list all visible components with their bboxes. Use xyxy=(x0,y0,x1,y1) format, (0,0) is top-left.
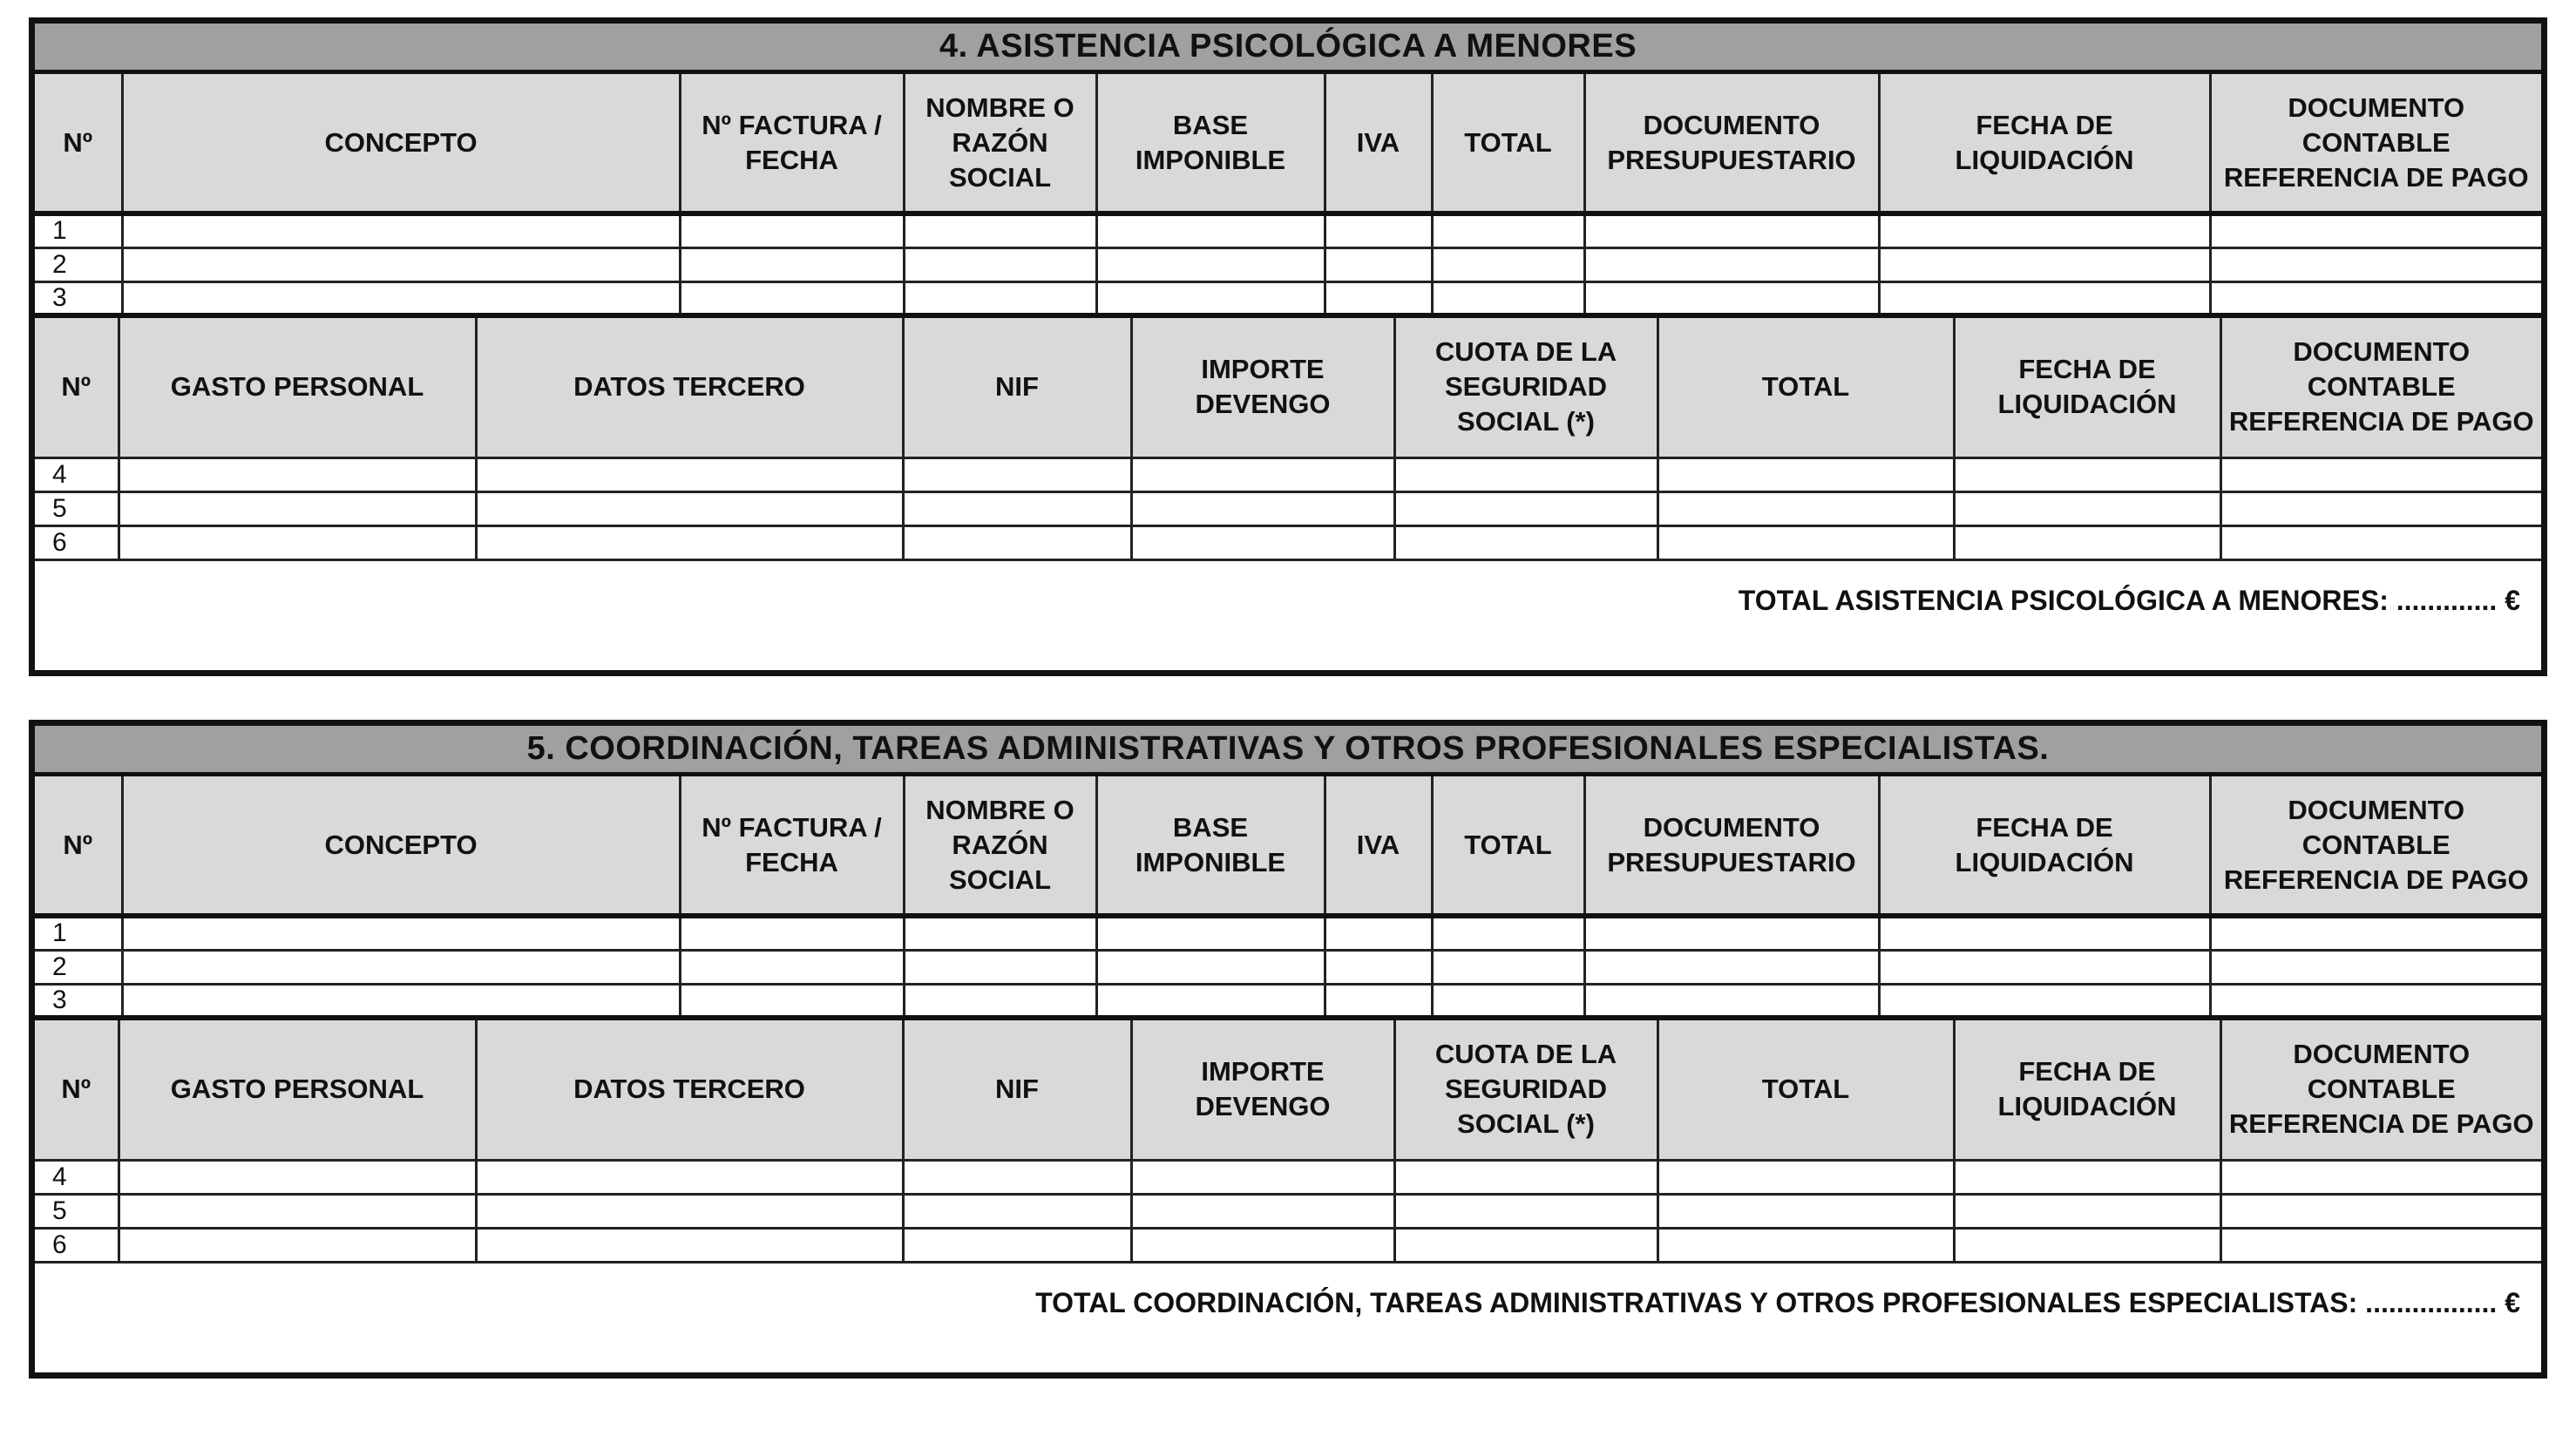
importe-devengo-field[interactable] xyxy=(1131,457,1394,491)
section-asistencia-psicologica xyxy=(29,17,2547,676)
factura-field[interactable] xyxy=(680,916,904,950)
header-cell: DOCUMENTO PRESUPUESTARIO xyxy=(1584,74,1879,213)
cuota-seguridad-social-field[interactable] xyxy=(1394,1228,1657,1262)
importe-devengo-field[interactable] xyxy=(1131,1194,1394,1228)
table-row xyxy=(35,281,2541,315)
concepto-field[interactable] xyxy=(122,213,680,247)
header-cell: IMPORTE DEVENGO xyxy=(1131,1020,1394,1160)
row-number: 6 xyxy=(35,1228,119,1262)
total-field[interactable] xyxy=(1657,525,1954,559)
table-row xyxy=(35,491,2541,525)
total-field[interactable] xyxy=(1432,916,1584,950)
documento-presupuestario-field[interactable] xyxy=(1584,950,1879,984)
fecha-liquidacion-field[interactable] xyxy=(1954,491,2220,525)
gasto-personal-field[interactable] xyxy=(119,457,476,491)
total-field[interactable] xyxy=(1432,213,1584,247)
section-title: 4. ASISTENCIA PSICOLÓGICA A MENORES xyxy=(35,24,2541,74)
iva-field[interactable] xyxy=(1325,281,1432,315)
section-coordinacion xyxy=(29,720,2547,1379)
iva-field[interactable] xyxy=(1325,213,1432,247)
header-cell: NIF xyxy=(903,1020,1131,1160)
row-number: 2 xyxy=(35,950,122,984)
table-row xyxy=(35,213,2541,247)
base-imponible-field[interactable] xyxy=(1096,247,1325,281)
concepto-field[interactable] xyxy=(122,916,680,950)
cuota-seguridad-social-field[interactable] xyxy=(1394,525,1657,559)
header-cell: FECHA DE LIQUIDACIÓN xyxy=(1954,1020,2220,1160)
invoice-table xyxy=(35,776,2541,1020)
factura-field[interactable] xyxy=(680,950,904,984)
header-cell: IMPORTE DEVENGO xyxy=(1131,318,1394,457)
fecha-liquidacion-field[interactable] xyxy=(1879,916,2210,950)
factura-field[interactable] xyxy=(680,247,904,281)
base-imponible-field[interactable] xyxy=(1096,213,1325,247)
header-cell: DATOS TERCERO xyxy=(476,1020,903,1160)
importe-devengo-field[interactable] xyxy=(1131,525,1394,559)
importe-devengo-field[interactable] xyxy=(1131,1228,1394,1262)
table-row xyxy=(35,1160,2541,1194)
table-row xyxy=(35,247,2541,281)
header-cell: TOTAL xyxy=(1657,1020,1954,1160)
gasto-personal-field[interactable] xyxy=(119,1228,476,1262)
header-cell: NOMBRE O RAZÓN SOCIAL xyxy=(904,74,1096,213)
table-row xyxy=(35,950,2541,984)
section-title: 5. COORDINACIÓN, TAREAS ADMINISTRATIVAS Y OTROS PROFESIONALES ESPECIALISTAS. xyxy=(35,726,2541,776)
datos-tercero-field[interactable] xyxy=(476,1228,903,1262)
section-total: TOTAL COORDINACIÓN, TAREAS ADMINISTRATIVAS Y OTROS PROFESIONALES ESPECIALISTAS: ................. € xyxy=(1035,1287,2520,1318)
fecha-liquidacion-field[interactable] xyxy=(1879,984,2210,1018)
nif-field[interactable] xyxy=(903,491,1131,525)
header-cell: Nº xyxy=(35,1020,119,1160)
fecha-liquidacion-field[interactable] xyxy=(1954,1194,2220,1228)
section-total: TOTAL ASISTENCIA PSICOLÓGICA A MENORES: ............. € xyxy=(1738,585,2520,616)
nif-field[interactable] xyxy=(903,525,1131,559)
documento-contable-field[interactable] xyxy=(2210,950,2541,984)
row-number: 4 xyxy=(35,457,119,491)
header-cell: GASTO PERSONAL xyxy=(119,318,476,457)
gasto-personal-field[interactable] xyxy=(119,1160,476,1194)
importe-devengo-field[interactable] xyxy=(1131,1160,1394,1194)
header-cell: BASE IMPONIBLE xyxy=(1096,776,1325,916)
personnel-table xyxy=(35,318,2541,561)
table-header-row xyxy=(35,74,2541,213)
documento-contable-field[interactable] xyxy=(2210,281,2541,315)
cuota-seguridad-social-field[interactable] xyxy=(1394,1160,1657,1194)
header-cell: DOCUMENTO CONTABLE REFERENCIA DE PAGO xyxy=(2220,1020,2541,1160)
razon-social-field[interactable] xyxy=(904,247,1096,281)
header-cell: TOTAL xyxy=(1657,318,1954,457)
header-cell: GASTO PERSONAL xyxy=(119,1020,476,1160)
header-cell: Nº xyxy=(35,74,122,213)
header-cell: Nº xyxy=(35,776,122,916)
header-cell: FECHA DE LIQUIDACIÓN xyxy=(1954,318,2220,457)
documento-presupuestario-field[interactable] xyxy=(1584,984,1879,1018)
gasto-personal-field[interactable] xyxy=(119,1194,476,1228)
header-cell: DOCUMENTO CONTABLE REFERENCIA DE PAGO xyxy=(2210,776,2541,916)
razon-social-field[interactable] xyxy=(904,281,1096,315)
header-cell: CONCEPTO xyxy=(122,74,680,213)
row-number: 3 xyxy=(35,281,122,315)
row-number: 5 xyxy=(35,491,119,525)
header-cell: BASE IMPONIBLE xyxy=(1096,74,1325,213)
header-cell: CUOTA DE LA SEGURIDAD SOCIAL (*) xyxy=(1394,1020,1657,1160)
cuota-seguridad-social-field[interactable] xyxy=(1394,491,1657,525)
personnel-table xyxy=(35,1020,2541,1263)
header-cell: DOCUMENTO CONTABLE REFERENCIA DE PAGO xyxy=(2210,74,2541,213)
table-row xyxy=(35,1228,2541,1262)
row-number: 1 xyxy=(35,916,122,950)
documento-presupuestario-field[interactable] xyxy=(1584,281,1879,315)
concepto-field[interactable] xyxy=(122,984,680,1018)
header-cell: DOCUMENTO PRESUPUESTARIO xyxy=(1584,776,1879,916)
gasto-personal-field[interactable] xyxy=(119,491,476,525)
concepto-field[interactable] xyxy=(122,247,680,281)
datos-tercero-field[interactable] xyxy=(476,457,903,491)
factura-field[interactable] xyxy=(680,281,904,315)
documento-contable-field[interactable] xyxy=(2210,984,2541,1018)
documento-contable-field[interactable] xyxy=(2210,916,2541,950)
razon-social-field[interactable] xyxy=(904,984,1096,1018)
total-field[interactable] xyxy=(1657,1160,1954,1194)
documento-contable-field[interactable] xyxy=(2220,1160,2541,1194)
total-field[interactable] xyxy=(1432,247,1584,281)
table-row xyxy=(35,984,2541,1018)
header-cell: NIF xyxy=(903,318,1131,457)
gasto-personal-field[interactable] xyxy=(119,525,476,559)
header-cell: Nº xyxy=(35,318,119,457)
header-cell: TOTAL xyxy=(1432,776,1584,916)
table-row xyxy=(35,916,2541,950)
base-imponible-field[interactable] xyxy=(1096,916,1325,950)
iva-field[interactable] xyxy=(1325,247,1432,281)
fecha-liquidacion-field[interactable] xyxy=(1954,1228,2220,1262)
fecha-liquidacion-field[interactable] xyxy=(1954,457,2220,491)
datos-tercero-field[interactable] xyxy=(476,1194,903,1228)
row-number: 5 xyxy=(35,1194,119,1228)
iva-field[interactable] xyxy=(1325,950,1432,984)
header-cell: DATOS TERCERO xyxy=(476,318,903,457)
table-header-row xyxy=(35,776,2541,916)
row-number: 6 xyxy=(35,525,119,559)
importe-devengo-field[interactable] xyxy=(1131,491,1394,525)
documento-contable-field[interactable] xyxy=(2210,213,2541,247)
documento-contable-field[interactable] xyxy=(2220,1228,2541,1262)
header-cell: NOMBRE O RAZÓN SOCIAL xyxy=(904,776,1096,916)
base-imponible-field[interactable] xyxy=(1096,984,1325,1018)
datos-tercero-field[interactable] xyxy=(476,491,903,525)
nif-field[interactable] xyxy=(903,1194,1131,1228)
datos-tercero-field[interactable] xyxy=(476,1160,903,1194)
total-field[interactable] xyxy=(1657,457,1954,491)
header-cell: IVA xyxy=(1325,776,1432,916)
invoice-table xyxy=(35,74,2541,318)
header-cell: Nº FACTURA / FECHA xyxy=(680,776,904,916)
total-field[interactable] xyxy=(1432,281,1584,315)
total-field[interactable] xyxy=(1432,984,1584,1018)
table-row xyxy=(35,525,2541,559)
header-cell: TOTAL xyxy=(1432,74,1584,213)
concepto-field[interactable] xyxy=(122,281,680,315)
nif-field[interactable] xyxy=(903,1160,1131,1194)
header-cell: Nº FACTURA / FECHA xyxy=(680,74,904,213)
razon-social-field[interactable] xyxy=(904,213,1096,247)
cuota-seguridad-social-field[interactable] xyxy=(1394,457,1657,491)
razon-social-field[interactable] xyxy=(904,950,1096,984)
fecha-liquidacion-field[interactable] xyxy=(1879,281,2210,315)
total-field[interactable] xyxy=(1657,1194,1954,1228)
iva-field[interactable] xyxy=(1325,984,1432,1018)
header-cell: CUOTA DE LA SEGURIDAD SOCIAL (*) xyxy=(1394,318,1657,457)
table-row xyxy=(35,457,2541,491)
header-cell: FECHA DE LIQUIDACIÓN xyxy=(1879,74,2210,213)
fecha-liquidacion-field[interactable] xyxy=(1954,525,2220,559)
fecha-liquidacion-field[interactable] xyxy=(1879,213,2210,247)
row-number: 1 xyxy=(35,213,122,247)
documento-contable-field[interactable] xyxy=(2220,525,2541,559)
total-field[interactable] xyxy=(1657,491,1954,525)
header-cell: FECHA DE LIQUIDACIÓN xyxy=(1879,776,2210,916)
total-field[interactable] xyxy=(1657,1228,1954,1262)
row-number: 3 xyxy=(35,984,122,1018)
base-imponible-field[interactable] xyxy=(1096,281,1325,315)
concepto-field[interactable] xyxy=(122,950,680,984)
row-number: 2 xyxy=(35,247,122,281)
razon-social-field[interactable] xyxy=(904,916,1096,950)
nif-field[interactable] xyxy=(903,1228,1131,1262)
nif-field[interactable] xyxy=(903,457,1131,491)
header-cell: CONCEPTO xyxy=(122,776,680,916)
base-imponible-field[interactable] xyxy=(1096,950,1325,984)
row-number: 4 xyxy=(35,1160,119,1194)
fecha-liquidacion-field[interactable] xyxy=(1954,1160,2220,1194)
documento-presupuestario-field[interactable] xyxy=(1584,916,1879,950)
iva-field[interactable] xyxy=(1325,916,1432,950)
header-cell: DOCUMENTO CONTABLE REFERENCIA DE PAGO xyxy=(2220,318,2541,457)
documento-contable-field[interactable] xyxy=(2220,457,2541,491)
factura-field[interactable] xyxy=(680,213,904,247)
fecha-liquidacion-field[interactable] xyxy=(1879,950,2210,984)
documento-contable-field[interactable] xyxy=(2220,1194,2541,1228)
table-header-row xyxy=(35,1020,2541,1160)
documento-contable-field[interactable] xyxy=(2220,491,2541,525)
cuota-seguridad-social-field[interactable] xyxy=(1394,1194,1657,1228)
factura-field[interactable] xyxy=(680,984,904,1018)
documento-contable-field[interactable] xyxy=(2210,247,2541,281)
documento-presupuestario-field[interactable] xyxy=(1584,247,1879,281)
header-cell: IVA xyxy=(1325,74,1432,213)
documento-presupuestario-field[interactable] xyxy=(1584,213,1879,247)
datos-tercero-field[interactable] xyxy=(476,525,903,559)
total-field[interactable] xyxy=(1432,950,1584,984)
table-row xyxy=(35,1194,2541,1228)
table-header-row xyxy=(35,318,2541,457)
fecha-liquidacion-field[interactable] xyxy=(1879,247,2210,281)
